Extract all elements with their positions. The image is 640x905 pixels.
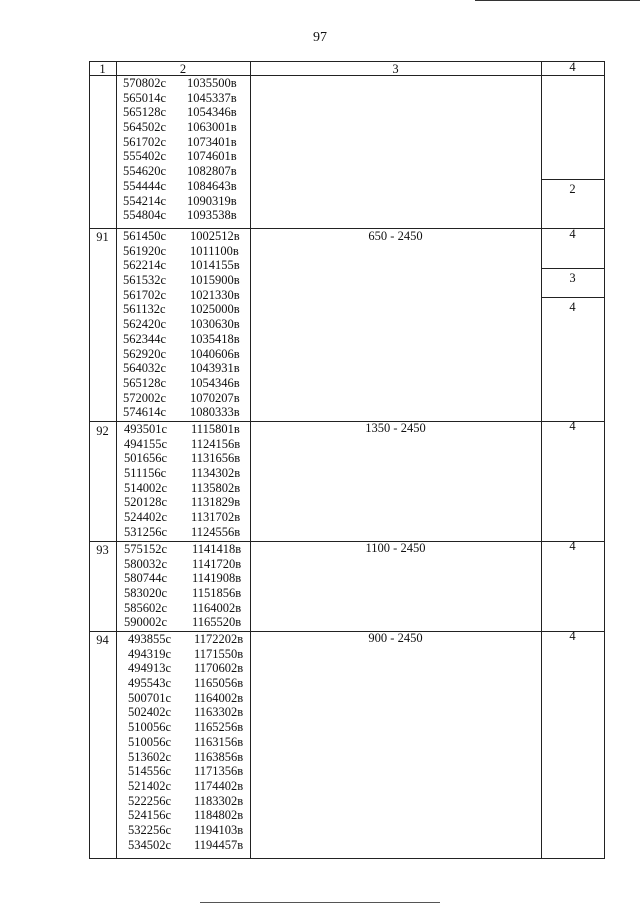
range-value: 650 - 2450 (368, 229, 423, 243)
coordinate-value: 1002512в (190, 229, 240, 243)
coordinate-value: 561702с (123, 134, 167, 149)
col4-value: 4 (569, 227, 576, 241)
coordinate-value: 565128с (123, 105, 167, 120)
coordinate-value: 1165056в (194, 676, 244, 691)
col4-subdivider (541, 179, 605, 180)
coordinate-value: 561920с (123, 243, 167, 258)
coordinate-value: 534502с (128, 837, 172, 852)
latitude-list (124, 422, 167, 540)
coordinate-value: 524156с (128, 808, 172, 823)
row-number: 92 (96, 424, 109, 438)
latitude-list (123, 76, 166, 223)
longitude-list (191, 422, 240, 540)
coordinate-value: 1124556в (191, 524, 241, 539)
coordinate-value: 1171356в (194, 764, 244, 779)
coordinate-value: 1194103в (194, 822, 244, 837)
coordinate-value: 562920с (123, 346, 167, 361)
coordinate-value: 1131656в (191, 451, 241, 466)
coordinate-value: 1054346в (190, 375, 240, 390)
coordinate-value: 494913с (128, 661, 172, 676)
coordinate-value: 494155с (124, 436, 168, 451)
col4-value: 4 (569, 629, 576, 643)
coordinate-value: 493501с (124, 422, 168, 436)
latitude-list (124, 542, 167, 630)
col4-value: 3 (569, 271, 576, 285)
coordinate-value: 1082807в (187, 164, 237, 179)
range-value: 1350 - 2450 (365, 421, 426, 435)
header-col-3: 3 (392, 62, 399, 76)
scan-edge-bottom (200, 902, 440, 903)
col-divider-2 (250, 61, 251, 858)
coordinate-value: 561450с (123, 229, 167, 243)
coordinate-value: 1141418в (192, 542, 242, 556)
coordinate-value: 580032с (124, 556, 168, 571)
coordinate-value: 1014155в (190, 258, 240, 273)
coordinate-value: 1134302в (191, 466, 241, 481)
coordinate-value: 561132с (123, 302, 166, 317)
col4-subdivider (541, 297, 605, 298)
page-number: 97 (313, 30, 327, 45)
coordinate-value: 513602с (128, 749, 172, 764)
coordinate-value: 1054346в (187, 105, 237, 120)
coordinate-value: 1011100в (190, 243, 239, 258)
coordinate-value: 1040606в (190, 346, 240, 361)
range-value: 900 - 2450 (368, 631, 423, 645)
longitude-list (192, 542, 241, 630)
coordinate-value: 520128с (124, 495, 168, 510)
coordinate-value: 1131702в (191, 510, 241, 525)
coordinate-value: 514556с (128, 764, 172, 779)
row-number: 94 (96, 633, 109, 647)
coordinate-value: 1163856в (194, 749, 244, 764)
table-border-bottom (89, 858, 605, 859)
coordinate-value: 1115801в (191, 422, 240, 436)
coordinate-value: 575152с (124, 542, 168, 556)
coordinate-value: 1141908в (192, 571, 242, 586)
coordinate-value: 1021330в (190, 287, 240, 302)
table-border-right (604, 61, 605, 858)
coordinate-value: 554214с (123, 193, 167, 208)
coordinate-value: 562344с (123, 331, 167, 346)
coordinate-value: 1163302в (194, 705, 244, 720)
coordinate-value: 583020с (124, 586, 168, 601)
coordinate-value: 514002с (124, 480, 168, 495)
coordinate-value: 493855с (128, 632, 172, 646)
col4-value: 4 (569, 539, 576, 553)
coordinate-value: 511156с (124, 466, 167, 481)
coordinate-value: 554444с (123, 178, 167, 193)
coordinate-value: 1165256в (194, 720, 244, 735)
coordinate-value: 522256с (128, 793, 172, 808)
coordinate-value: 572002с (123, 390, 167, 405)
coordinate-value: 565014с (123, 90, 167, 105)
table-border-left (89, 61, 90, 858)
coordinate-value: 554804с (123, 208, 167, 223)
latitude-list (128, 632, 171, 852)
coordinate-value: 585602с (124, 600, 168, 615)
coordinate-value: 590002с (124, 615, 168, 630)
coordinate-value: 532256с (128, 822, 172, 837)
coordinate-value: 502402с (128, 705, 172, 720)
coordinate-value: 494319с (128, 646, 172, 661)
coordinate-value: 1170602в (194, 661, 244, 676)
longitude-list (194, 632, 243, 852)
coordinate-value: 564032с (123, 361, 167, 376)
header-col-1: 1 (99, 62, 106, 76)
coordinate-value: 565128с (123, 375, 167, 390)
coordinate-value: 1070207в (190, 390, 240, 405)
coordinate-value: 555402с (123, 149, 167, 164)
coordinate-value: 1165520в (192, 615, 242, 630)
coordinate-value: 1194457в (194, 837, 244, 852)
longitude-list (187, 76, 237, 223)
coordinate-value: 1035500в (187, 76, 237, 90)
coordinate-value: 1073401в (187, 134, 237, 149)
coordinate-value: 554620с (123, 164, 167, 179)
coordinate-value: 562420с (123, 317, 167, 332)
coordinate-value: 1174402в (194, 778, 244, 793)
col4-value: 4 (569, 300, 576, 314)
longitude-list (190, 229, 240, 420)
coordinate-value: 1015900в (190, 273, 240, 288)
coordinate-value: 1043931в (190, 361, 240, 376)
coordinate-value: 501656с (124, 451, 168, 466)
coordinate-value: 1131829в (191, 495, 241, 510)
coordinate-value: 570802с (123, 76, 167, 90)
col4-value: 4 (569, 419, 576, 433)
row-number: 93 (96, 543, 109, 557)
coordinate-value: 1163156в (194, 734, 244, 749)
coordinate-value: 1074601в (187, 149, 237, 164)
coordinate-value: 564502с (123, 120, 167, 135)
coordinate-value: 1164002в (194, 690, 244, 705)
col-divider-1 (116, 61, 117, 858)
range-value: 1100 - 2450 (365, 541, 426, 555)
coordinate-value: 1030630в (190, 317, 240, 332)
scan-edge-top (475, 0, 640, 1)
coordinate-value: 580744с (124, 571, 168, 586)
coordinate-value: 1063001в (187, 120, 237, 135)
coordinate-value: 1135802в (191, 480, 241, 495)
coordinate-value: 1184802в (194, 808, 244, 823)
coordinate-value: 524402с (124, 510, 168, 525)
row-number: 91 (96, 230, 109, 244)
coordinate-value: 1045337в (187, 90, 237, 105)
header-col-4: 4 (569, 60, 576, 74)
coordinate-value: 1151856в (192, 586, 242, 601)
coordinate-value: 1171550в (194, 646, 244, 661)
coordinate-value: 1172202в (194, 632, 244, 646)
coordinate-value: 1084643в (187, 178, 237, 193)
coordinate-value: 561702с (123, 287, 167, 302)
coordinate-value: 1164002в (192, 600, 242, 615)
coordinate-value: 1090319в (187, 193, 237, 208)
coordinate-value: 1080333в (190, 405, 240, 420)
coordinate-value: 1124156в (191, 436, 241, 451)
coordinate-value: 510056с (128, 720, 172, 735)
coordinate-value: 561532с (123, 273, 167, 288)
latitude-list (123, 229, 166, 420)
coordinate-value: 1183302в (194, 793, 244, 808)
header-col-2: 2 (179, 62, 187, 76)
coordinate-value: 562214с (123, 258, 167, 273)
col4-value: 2 (569, 182, 576, 196)
coordinate-value: 521402с (128, 778, 172, 793)
coordinate-value: 500701с (128, 690, 172, 705)
coordinate-value: 1025000в (190, 302, 240, 317)
coordinate-value: 510056с (128, 734, 172, 749)
col4-subdivider (541, 268, 605, 269)
coordinate-value: 1141720в (192, 556, 242, 571)
col-divider-3 (541, 61, 542, 858)
coordinate-value: 574614с (123, 405, 167, 420)
coordinate-value: 531256с (124, 524, 168, 539)
coordinate-value: 1093538в (187, 208, 237, 223)
coordinate-value: 495543с (128, 676, 172, 691)
coordinate-value: 1035418в (190, 331, 240, 346)
